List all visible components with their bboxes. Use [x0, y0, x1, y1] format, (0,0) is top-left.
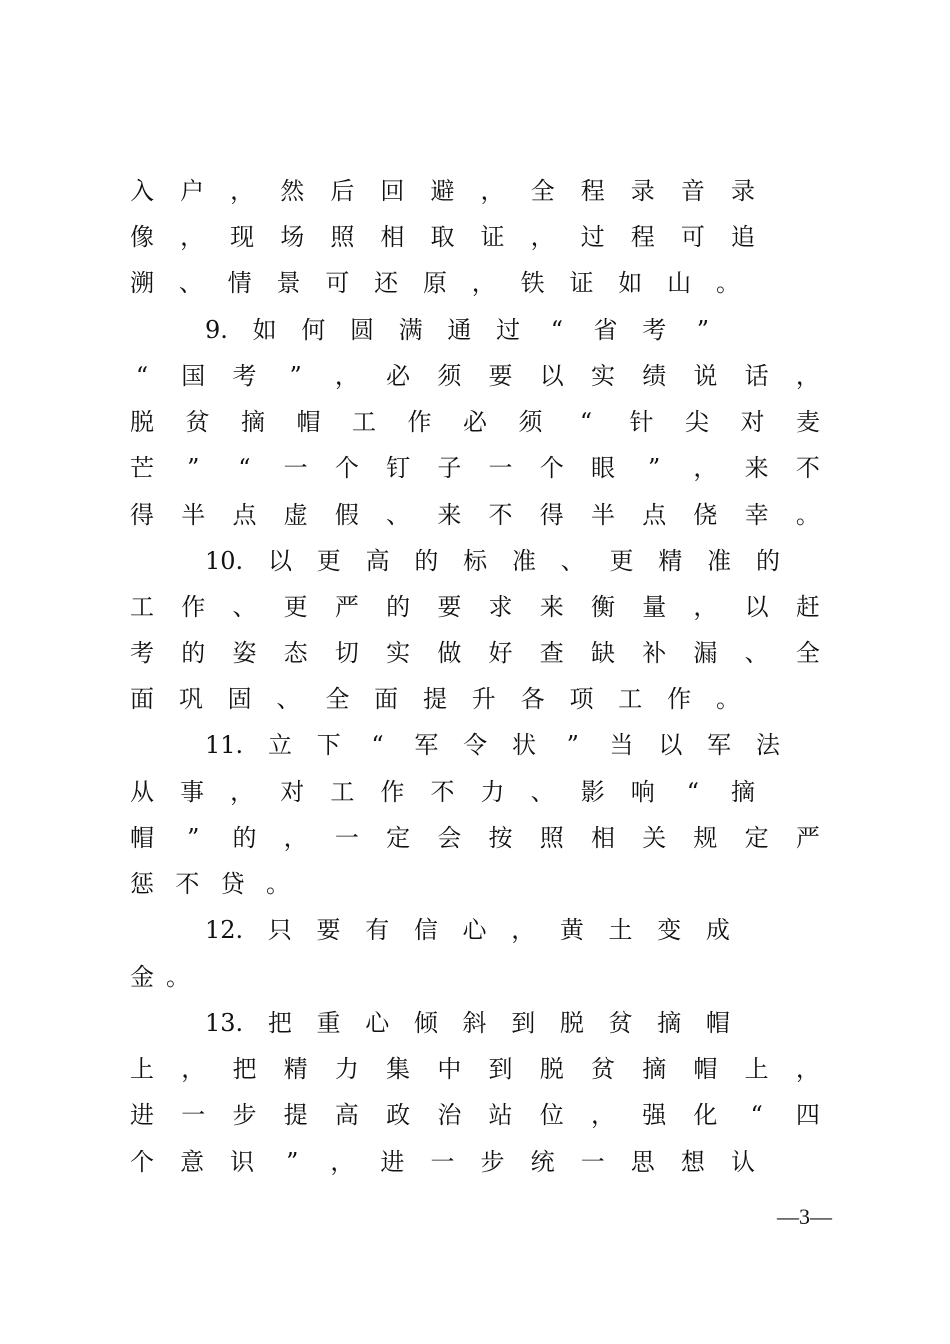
- text-char: ”: [286, 1148, 299, 1176]
- text-char: 还: [374, 269, 399, 297]
- text-char: 眼: [590, 454, 615, 482]
- text-char: 摘: [730, 778, 755, 806]
- text-char: 、: [178, 269, 203, 297]
- text-char: 程: [630, 223, 655, 251]
- text-char: 如: [252, 316, 277, 344]
- text-char: 入: [130, 177, 154, 205]
- text-char: 以: [267, 547, 292, 575]
- text-char: 法: [755, 731, 780, 759]
- text-char: 倾: [413, 1009, 438, 1037]
- text-char: 到: [488, 1055, 513, 1083]
- text-char: 以: [539, 362, 564, 390]
- text-char: “: [135, 362, 149, 390]
- text-char: 定: [386, 824, 411, 852]
- text-char: 来: [744, 454, 769, 482]
- text-char: 作: [380, 778, 405, 806]
- text-char: 位: [539, 1101, 564, 1129]
- text-char: 后: [330, 177, 355, 205]
- text-char: 黄: [559, 916, 584, 944]
- text-char: 个: [130, 1148, 154, 1176]
- text-char: 军: [707, 731, 732, 759]
- text-char: 心: [462, 916, 487, 944]
- text-char: 金: [130, 963, 154, 991]
- text-char: 国: [181, 362, 206, 390]
- text-char: 脱: [130, 408, 154, 436]
- text-line: [130, 399, 820, 445]
- text-char: 进: [380, 1148, 405, 1176]
- text-char: 固: [227, 685, 252, 713]
- text-char: 定: [744, 824, 769, 852]
- text-char: 下: [316, 731, 341, 759]
- text-char: 更: [283, 593, 308, 621]
- text-char: 何: [301, 316, 326, 344]
- text-line: [130, 492, 820, 538]
- text-char: 一: [181, 1101, 206, 1129]
- text-char: ”: [289, 362, 302, 390]
- text-line: [205, 907, 730, 953]
- text-char: “: [750, 1101, 763, 1129]
- text-char: 、: [744, 639, 769, 667]
- text-char: 如: [618, 269, 643, 297]
- text-char: 量: [642, 593, 667, 621]
- text-char: 不: [488, 501, 513, 529]
- text-char: 精: [658, 547, 683, 575]
- text-char: 考: [130, 639, 154, 667]
- text-char: 标: [463, 547, 488, 575]
- text-char: 然: [280, 177, 305, 205]
- text-char: 化: [693, 1101, 718, 1129]
- text-char: 、: [530, 778, 555, 806]
- text-char: 景: [276, 269, 301, 297]
- text-char: 得: [130, 501, 154, 529]
- text-char: 惩: [130, 870, 154, 898]
- text-char: 高: [334, 1101, 359, 1129]
- text-char: 查: [539, 639, 564, 667]
- text-char: 帽: [296, 408, 321, 436]
- text-char: 治: [437, 1101, 462, 1129]
- text-char: 芒: [130, 454, 154, 482]
- text-char: 心: [365, 1009, 390, 1037]
- text-char: 认: [730, 1148, 755, 1176]
- text-line: [130, 861, 290, 907]
- text-char: 漏: [693, 639, 718, 667]
- text-char: 到: [511, 1009, 536, 1037]
- text-char: 提: [283, 1101, 308, 1129]
- text-char: 中: [437, 1055, 462, 1083]
- text-char: 作: [407, 408, 432, 436]
- text-char: 不: [795, 454, 820, 482]
- text-char: 要: [437, 593, 462, 621]
- text-char: 绩: [642, 362, 667, 390]
- text-char: 贫: [185, 408, 210, 436]
- text-char: 铁: [520, 269, 545, 297]
- text-char: 土: [608, 916, 633, 944]
- text-char: 以: [744, 593, 769, 621]
- text-char: 摘: [241, 408, 265, 436]
- text-char: 一: [334, 824, 359, 852]
- text-line: [130, 954, 190, 1000]
- text-char: 强: [642, 1101, 667, 1129]
- text-char: 虚: [283, 501, 308, 529]
- text-char: 姿: [232, 639, 257, 667]
- text-char: 立: [267, 731, 292, 759]
- text-char: 工: [130, 593, 154, 621]
- text-char: “: [686, 778, 699, 806]
- text-line: [130, 214, 755, 260]
- text-char: “: [371, 731, 384, 759]
- text-char: 以: [658, 731, 683, 759]
- text-char: 要: [488, 362, 513, 390]
- text-char: 作: [181, 593, 206, 621]
- text-line: [130, 1092, 820, 1138]
- text-char: 重: [316, 1009, 341, 1037]
- text-char: 准: [707, 547, 732, 575]
- text-char: 来: [437, 501, 462, 529]
- text-char: 针: [629, 408, 654, 436]
- text-char: 、: [276, 685, 301, 713]
- text-char: 、: [232, 593, 257, 621]
- page-number: —3—: [777, 1204, 832, 1229]
- text-char: 步: [232, 1101, 257, 1129]
- text-char: 半: [181, 501, 206, 529]
- text-char: 衡: [590, 593, 615, 621]
- text-char: 避: [430, 177, 455, 205]
- text-char: 考: [642, 316, 667, 344]
- text-char: 意: [180, 1148, 205, 1176]
- text-char: 四: [795, 1101, 820, 1129]
- text-char: 。: [715, 269, 740, 297]
- text-char: “: [550, 316, 563, 344]
- text-char: 相: [590, 824, 615, 852]
- text-char: 省: [593, 316, 618, 344]
- text-char: 关: [642, 824, 667, 852]
- text-char: 一: [283, 454, 308, 482]
- text-char: 政: [386, 1101, 411, 1129]
- text-char: 录: [730, 177, 755, 205]
- text-char: 圆: [350, 316, 375, 344]
- text-line: [130, 630, 820, 676]
- text-char: 溯: [130, 269, 154, 297]
- text-char: 、: [560, 547, 585, 575]
- text-char: 对: [280, 778, 305, 806]
- text-char: 话: [744, 362, 769, 390]
- text-char: 项: [569, 685, 594, 713]
- text-char: 令: [463, 731, 488, 759]
- text-char: ，: [590, 1101, 615, 1129]
- text-char: 成: [705, 916, 730, 944]
- text-char: 工: [352, 408, 376, 436]
- text-char: ，: [230, 778, 255, 806]
- text-char: 严: [795, 824, 820, 852]
- text-char: ”: [696, 316, 710, 344]
- text-char: 照: [539, 824, 564, 852]
- text-char: 。: [715, 685, 740, 713]
- text-char: 补: [642, 639, 667, 667]
- text-char: 只: [267, 916, 292, 944]
- text-char: 。: [265, 870, 290, 898]
- text-char: 过: [580, 223, 605, 251]
- text-char: 思: [630, 1148, 655, 1176]
- text-char: 尖: [685, 408, 709, 436]
- text-char: 求: [488, 593, 513, 621]
- text-char: 程: [580, 177, 605, 205]
- text-char: ，: [480, 177, 505, 205]
- text-char: 不: [430, 778, 455, 806]
- text-char: 必: [463, 408, 487, 436]
- text-char: 。: [795, 501, 820, 529]
- text-char: 好: [488, 639, 513, 667]
- text-char: 状: [511, 731, 536, 759]
- text-char: 取: [430, 223, 455, 251]
- text-char: 实: [590, 362, 615, 390]
- text-char: ，: [693, 593, 718, 621]
- text-char: 全: [530, 177, 555, 205]
- text-char: 面: [130, 685, 154, 713]
- text-line: [130, 676, 740, 722]
- text-line: [130, 353, 820, 399]
- text-char: ，: [330, 1148, 355, 1176]
- text-line: [205, 538, 780, 584]
- text-char: 切: [334, 639, 359, 667]
- text-char: 影: [580, 778, 605, 806]
- text-char: 的: [755, 547, 780, 575]
- text-char: ，: [511, 916, 536, 944]
- text-char: ，: [795, 362, 820, 390]
- text-char: 证: [480, 223, 505, 251]
- text-char: 对: [740, 408, 765, 436]
- text-char: 摘: [642, 1055, 667, 1083]
- text-char: 力: [480, 778, 505, 806]
- text-char: 假: [334, 501, 359, 529]
- text-char: 的: [414, 547, 439, 575]
- text-char: ，: [471, 269, 496, 297]
- text-char: 从: [130, 778, 154, 806]
- text-char: 音: [680, 177, 705, 205]
- text-char: 贫: [590, 1055, 615, 1083]
- text-char: 响: [630, 778, 655, 806]
- text-char: 集: [386, 1055, 411, 1083]
- text-char: 贫: [608, 1009, 633, 1037]
- text-char: 把: [267, 1009, 292, 1037]
- text-char: 不: [175, 870, 200, 898]
- text-char: 满: [398, 316, 423, 344]
- text-char: 缺: [590, 639, 615, 667]
- text-char: 力: [334, 1055, 359, 1083]
- text-line: [130, 168, 755, 214]
- text-char: 来: [539, 593, 564, 621]
- text-char: 的: [386, 593, 411, 621]
- text-char: ，: [795, 1055, 820, 1083]
- text-char: 军: [414, 731, 439, 759]
- text-char: 照: [330, 223, 355, 251]
- text-char: 规: [693, 824, 718, 852]
- text-char: 的: [232, 824, 257, 852]
- text-char: ”: [566, 731, 579, 759]
- text-char: 按: [488, 824, 513, 852]
- text-char: 全: [325, 685, 350, 713]
- text-line: [130, 769, 755, 815]
- text-char: 当: [609, 731, 634, 759]
- text-line: [130, 1046, 820, 1092]
- text-line: [205, 307, 715, 353]
- text-char: 一: [430, 1148, 455, 1176]
- text-line: [130, 445, 820, 491]
- text-char: 幸: [744, 501, 769, 529]
- text-char: 个: [334, 454, 359, 482]
- text-char: 追: [730, 223, 755, 251]
- text-char: 12.: [205, 916, 244, 944]
- text-char: 相: [380, 223, 405, 251]
- text-char: 要: [316, 916, 341, 944]
- text-char: 脱: [559, 1009, 584, 1037]
- text-char: 上: [130, 1055, 154, 1083]
- text-char: 上: [744, 1055, 769, 1083]
- text-char: 得: [539, 501, 564, 529]
- text-line: [130, 815, 820, 861]
- text-char: 的: [181, 639, 206, 667]
- text-char: 精: [283, 1055, 308, 1083]
- text-char: 摘: [657, 1009, 682, 1037]
- text-char: 个: [539, 454, 564, 482]
- text-char: 把: [232, 1055, 257, 1083]
- text-char: 子: [437, 454, 462, 482]
- text-char: 脱: [539, 1055, 564, 1083]
- text-char: 事: [180, 778, 205, 806]
- text-char: 帽: [130, 824, 154, 852]
- text-char: 升: [471, 685, 496, 713]
- text-char: 考: [232, 362, 257, 390]
- text-char: 情: [227, 269, 252, 297]
- text-char: 侥: [693, 501, 718, 529]
- text-char: 半: [590, 501, 615, 529]
- text-char: 现: [230, 223, 255, 251]
- text-char: 更: [609, 547, 634, 575]
- text-char: 站: [488, 1101, 513, 1129]
- text-char: 作: [667, 685, 692, 713]
- text-char: 变: [657, 916, 682, 944]
- text-char: 像: [130, 223, 154, 251]
- text-char: ”: [648, 454, 661, 482]
- text-char: 、: [386, 501, 411, 529]
- text-char: 提: [422, 685, 447, 713]
- text-char: ，: [180, 223, 205, 251]
- text-char: 态: [283, 639, 308, 667]
- text-char: 巩: [178, 685, 203, 713]
- text-char: 。: [166, 963, 190, 991]
- text-char: 户: [180, 177, 205, 205]
- text-char: 高: [365, 547, 390, 575]
- text-line: [205, 1000, 730, 1046]
- text-char: 会: [437, 824, 462, 852]
- text-char: 证: [569, 269, 594, 297]
- text-char: 过: [496, 316, 521, 344]
- text-char: 信: [413, 916, 438, 944]
- text-char: 工: [618, 685, 643, 713]
- text-char: 9.: [205, 316, 228, 344]
- text-char: 10.: [205, 547, 244, 575]
- text-char: 更: [316, 547, 341, 575]
- text-char: ，: [283, 824, 308, 852]
- text-char: 说: [693, 362, 718, 390]
- text-char: ，: [334, 362, 359, 390]
- text-char: 识: [230, 1148, 255, 1176]
- text-char: 点: [642, 501, 667, 529]
- text-line: [205, 722, 780, 768]
- text-char: 可: [325, 269, 350, 297]
- text-char: ，: [693, 454, 718, 482]
- text-char: 工: [330, 778, 355, 806]
- text-line: [130, 1139, 755, 1185]
- text-char: 须: [518, 408, 543, 436]
- text-char: 想: [680, 1148, 705, 1176]
- text-char: 帽: [693, 1055, 718, 1083]
- text-char: ，: [230, 177, 255, 205]
- text-char: 严: [334, 593, 359, 621]
- text-char: “: [238, 454, 251, 482]
- text-char: 山: [667, 269, 692, 297]
- text-char: ，: [181, 1055, 206, 1083]
- text-char: 全: [795, 639, 820, 667]
- text-char: 原: [422, 269, 447, 297]
- text-char: 有: [365, 916, 390, 944]
- text-char: 录: [630, 177, 655, 205]
- text-char: 统: [530, 1148, 555, 1176]
- text-char: 做: [437, 639, 462, 667]
- text-char: 贷: [220, 870, 245, 898]
- text-char: 准: [511, 547, 536, 575]
- text-char: 麦: [796, 408, 820, 436]
- text-char: 各: [520, 685, 545, 713]
- text-char: ”: [187, 454, 200, 482]
- text-char: 场: [280, 223, 305, 251]
- text-char: 回: [380, 177, 405, 205]
- text-char: 可: [680, 223, 705, 251]
- text-char: 必: [386, 362, 411, 390]
- text-char: ，: [530, 223, 555, 251]
- text-char: 实: [386, 639, 411, 667]
- text-char: 通: [447, 316, 472, 344]
- text-char: “: [579, 408, 593, 436]
- text-char: 面: [374, 685, 399, 713]
- text-char: 13.: [205, 1009, 244, 1037]
- text-char: 一: [488, 454, 513, 482]
- text-line: [130, 260, 740, 306]
- text-char: 帽: [705, 1009, 730, 1037]
- text-char: 11.: [205, 731, 244, 759]
- text-char: 点: [232, 501, 257, 529]
- text-line: [130, 584, 820, 630]
- text-char: 赶: [795, 593, 820, 621]
- text-char: 进: [130, 1101, 154, 1129]
- text-char: 须: [437, 362, 462, 390]
- text-char: ”: [187, 824, 200, 852]
- text-char: 步: [480, 1148, 505, 1176]
- text-char: 钉: [386, 454, 411, 482]
- text-char: 一: [580, 1148, 605, 1176]
- text-char: 斜: [462, 1009, 487, 1037]
